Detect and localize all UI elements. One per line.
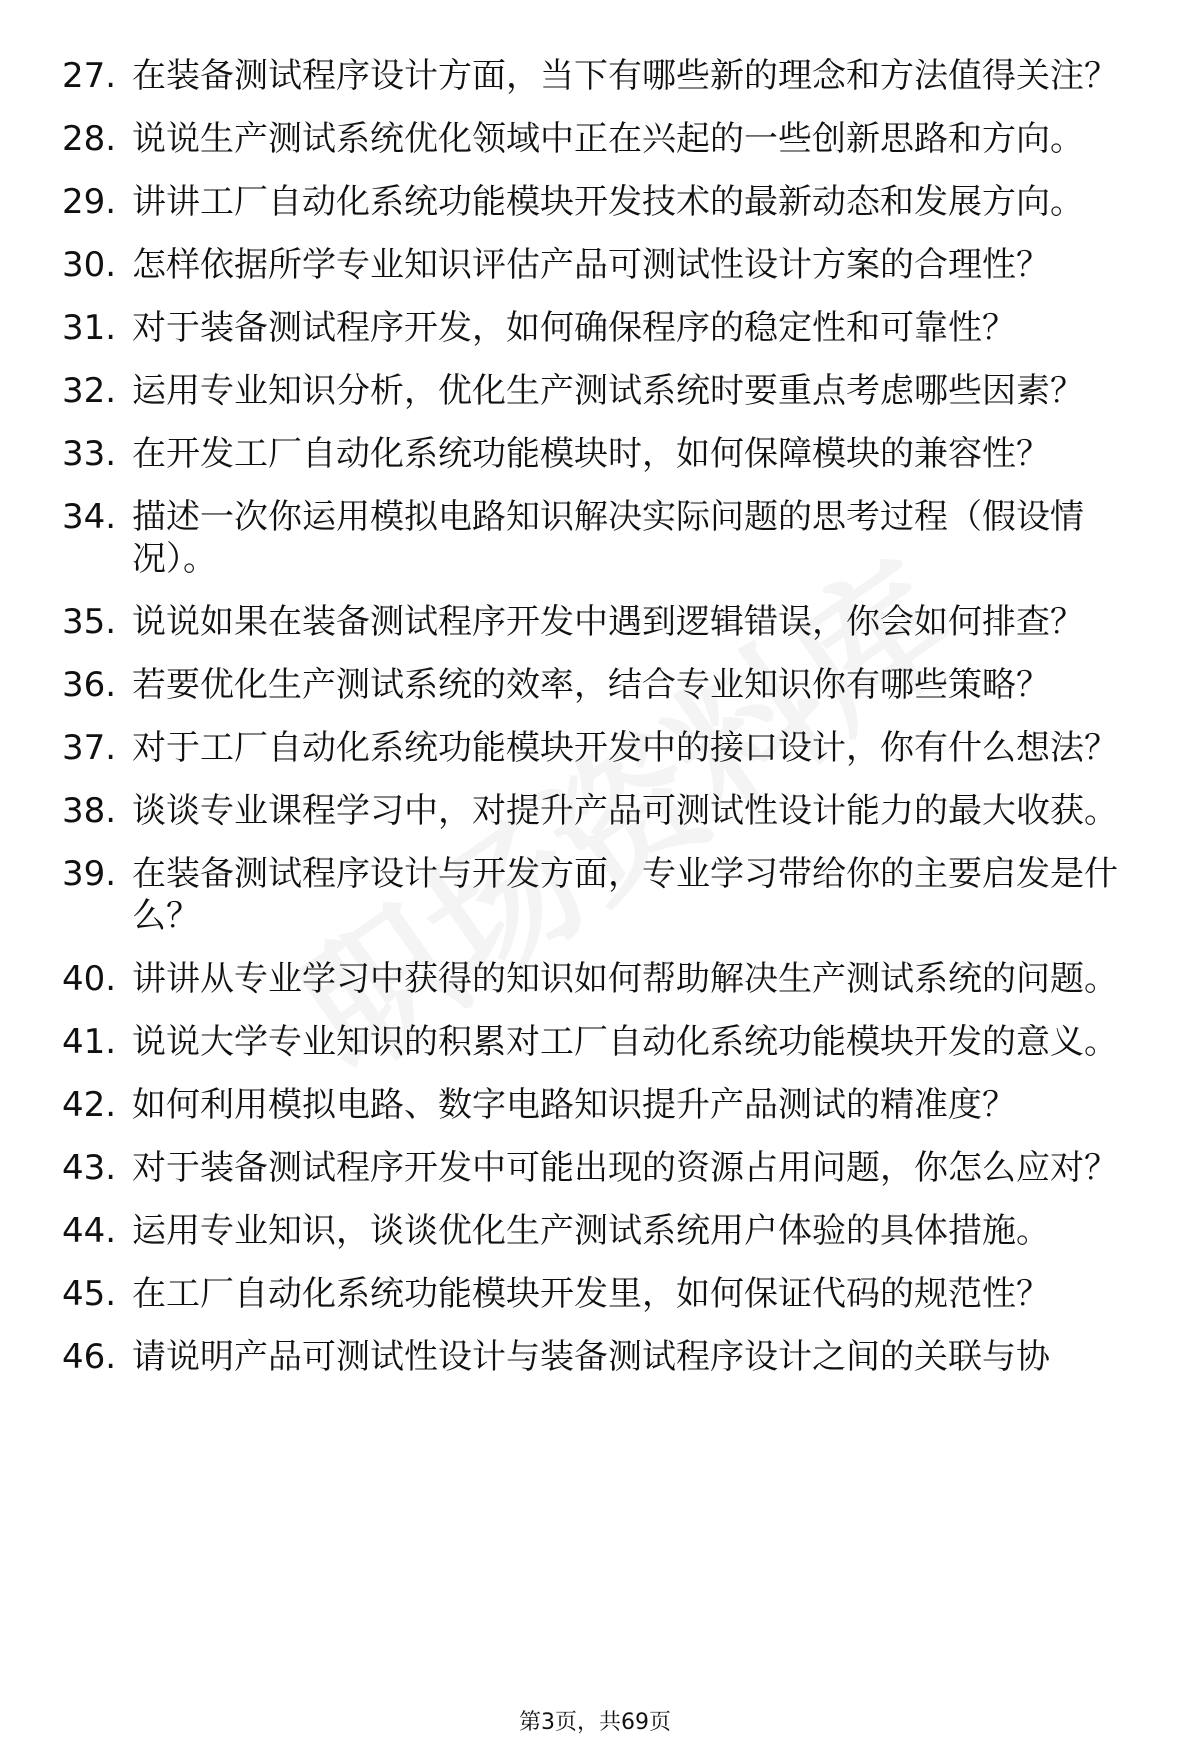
- question-number: 39.: [62, 854, 117, 894]
- question-text: 说说生产测试系统优化领域中正在兴起的一些创新思路和方向。: [132, 119, 1084, 159]
- question-item: [62, 1147, 1152, 1189]
- question-text: 讲讲工厂自动化系统功能模块开发技术的最新动态和发展方向。: [132, 182, 1084, 222]
- question-number: 34.: [62, 497, 117, 537]
- question-text: 说说如果在装备测试程序开发中遇到逻辑错误，你会如何排查？: [132, 602, 1084, 642]
- question-item: [62, 118, 1152, 160]
- question-item: [62, 433, 1152, 475]
- question-text: 描述一次你运用模拟电路知识解决实际问题的思考过程（假设情况）。: [132, 497, 1084, 579]
- question-text: 对于装备测试程序开发中可能出现的资源占用问题，你怎么应对？: [132, 1148, 1118, 1188]
- question-item: [62, 307, 1152, 349]
- question-text: 在装备测试程序设计方面，当下有哪些新的理念和方法值得关注？: [132, 56, 1118, 96]
- question-number: 42.: [62, 1085, 117, 1125]
- question-item: [62, 1336, 1152, 1378]
- question-text: 在开发工厂自动化系统功能模块时，如何保障模块的兼容性？: [132, 434, 1050, 474]
- question-number: 32.: [62, 371, 117, 411]
- question-text: 谈谈专业课程学习中，对提升产品可测试性设计能力的最大收获。: [132, 791, 1118, 831]
- page-footer: 第3页，共69页: [519, 1710, 671, 1735]
- question-number: 41.: [62, 1022, 117, 1062]
- question-item: [62, 1273, 1152, 1315]
- question-text: 请说明产品可测试性设计与装备测试程序设计之间的关联与协: [132, 1337, 1050, 1377]
- question-text: 在工厂自动化系统功能模块开发里，如何保证代码的规范性？: [132, 1274, 1050, 1314]
- question-number: 35.: [62, 602, 117, 642]
- question-item: [62, 727, 1152, 769]
- question-number: 33.: [62, 434, 117, 474]
- question-text: 若要优化生产测试系统的效率，结合专业知识你有哪些策略？: [132, 665, 1050, 705]
- question-number: 44.: [62, 1211, 117, 1251]
- question-number: 46.: [62, 1337, 117, 1377]
- question-text: 说说大学专业知识的积累对工厂自动化系统功能模块开发的意义。: [132, 1022, 1118, 1062]
- question-text: 对于装备测试程序开发，如何确保程序的稳定性和可靠性？: [132, 308, 1016, 348]
- question-item: [62, 244, 1152, 286]
- question-number: 27.: [62, 56, 117, 96]
- question-item: [62, 958, 1152, 1000]
- question-item: [62, 1021, 1152, 1063]
- question-item: [62, 181, 1152, 223]
- question-text: 怎样依据所学专业知识评估产品可测试性设计方案的合理性？: [132, 245, 1050, 285]
- question-item: [62, 1210, 1152, 1252]
- question-item: [62, 853, 1152, 937]
- question-number: 40.: [62, 959, 117, 999]
- question-list: [62, 55, 1152, 1399]
- question-item: [62, 496, 1152, 580]
- question-number: 36.: [62, 665, 117, 705]
- question-text: 运用专业知识分析，优化生产测试系统时要重点考虑哪些因素？: [132, 371, 1084, 411]
- question-number: 29.: [62, 182, 117, 222]
- question-number: 38.: [62, 791, 117, 831]
- question-number: 43.: [62, 1148, 117, 1188]
- question-number: 30.: [62, 245, 117, 285]
- question-item: [62, 1084, 1152, 1126]
- question-number: 45.: [62, 1274, 117, 1314]
- question-text: 讲讲从专业学习中获得的知识如何帮助解决生产测试系统的问题。: [132, 959, 1118, 999]
- question-number: 31.: [62, 308, 117, 348]
- question-text: 如何利用模拟电路、数字电路知识提升产品测试的精准度？: [132, 1085, 1016, 1125]
- question-text: 运用专业知识，谈谈优化生产测试系统用户体验的具体措施。: [132, 1211, 1050, 1251]
- question-number: 28.: [62, 119, 117, 159]
- question-text: 对于工厂自动化系统功能模块开发中的接口设计，你有什么想法？: [132, 728, 1118, 768]
- question-item: [62, 601, 1152, 643]
- question-number: 37.: [62, 728, 117, 768]
- question-item: [62, 55, 1152, 97]
- question-item: [62, 664, 1152, 706]
- question-item: [62, 790, 1152, 832]
- question-text: 在装备测试程序设计与开发方面，专业学习带给你的主要启发是什么？: [132, 854, 1118, 936]
- question-item: [62, 370, 1152, 412]
